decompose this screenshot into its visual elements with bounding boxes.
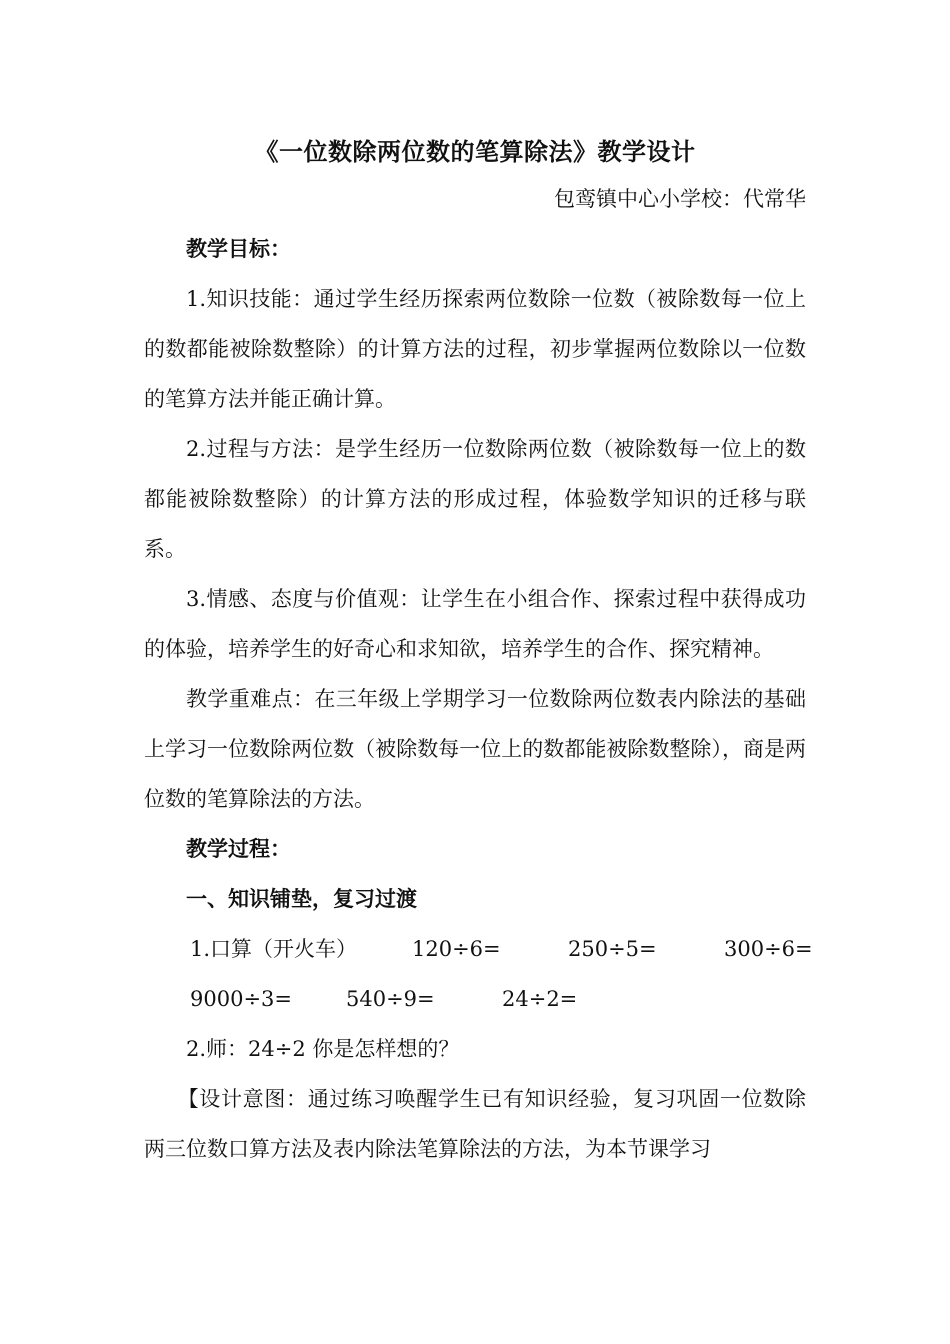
oral-calc-item: 24÷2= xyxy=(502,987,578,1011)
oral-calc-item: 300÷6= xyxy=(724,937,813,961)
document-content xyxy=(144,130,813,1174)
goal-paragraph-3: 3.情感、态度与价值观：让学生在小组合作、探索过程中获得成功的体验，培养学生的好奇心和求知欲，培养学生的合作、探究精神。 xyxy=(144,587,806,661)
oral-calc-item: 9000÷3= xyxy=(190,987,292,1011)
goal-paragraph-2: 2.过程与方法：是学生经历一位数除两位数（被除数每一位上的数都能被除数整除）的计算方法的形成过程，体验数学知识的迁移与联系。 xyxy=(144,437,806,561)
oral-calc-item: 250÷5= xyxy=(568,937,657,961)
design-intent-paragraph: 【设计意图：通过练习唤醒学生已有知识经验，复习巩固一位数除两三位数口算方法及表内除法笔算除法的方法，为本节课学习 xyxy=(144,1087,806,1161)
oral-calc-item: 540÷9= xyxy=(346,987,435,1011)
oral-calc-label: 1.口算（开火车） xyxy=(190,937,358,961)
section-heading-process: 教学过程： xyxy=(186,836,291,861)
section-heading-goals: 教学目标： xyxy=(186,236,291,261)
part-1-heading: 一、知识铺垫，复习过渡 xyxy=(186,886,417,911)
oral-calc-item: 120÷6= xyxy=(412,937,501,961)
document-author: 包鸾镇中心小学校：代常华 xyxy=(554,187,806,211)
oral-calc-row-2 xyxy=(144,974,806,1024)
key-points-paragraph: 教学重难点：在三年级上学期学习一位数除两位数表内除法的基础上学习一位数除两位数（被除数每一位上的数都能被除数整除），商是两位数的笔算除法的方法。 xyxy=(144,687,806,811)
goal-paragraph-1: 1.知识技能：通过学生经历探索两位数除一位数（被除数每一位上的数都能被除数整除）的计算方法的过程，初步掌握两位数除以一位数的笔算方法并能正确计算。 xyxy=(144,287,806,411)
document-title: 《一位数除两位数的笔算除法》教学设计 xyxy=(254,137,696,166)
teacher-question: 2.师：24÷2 你是怎样想的？ xyxy=(186,1037,460,1061)
oral-calc-row-1 xyxy=(144,924,813,974)
